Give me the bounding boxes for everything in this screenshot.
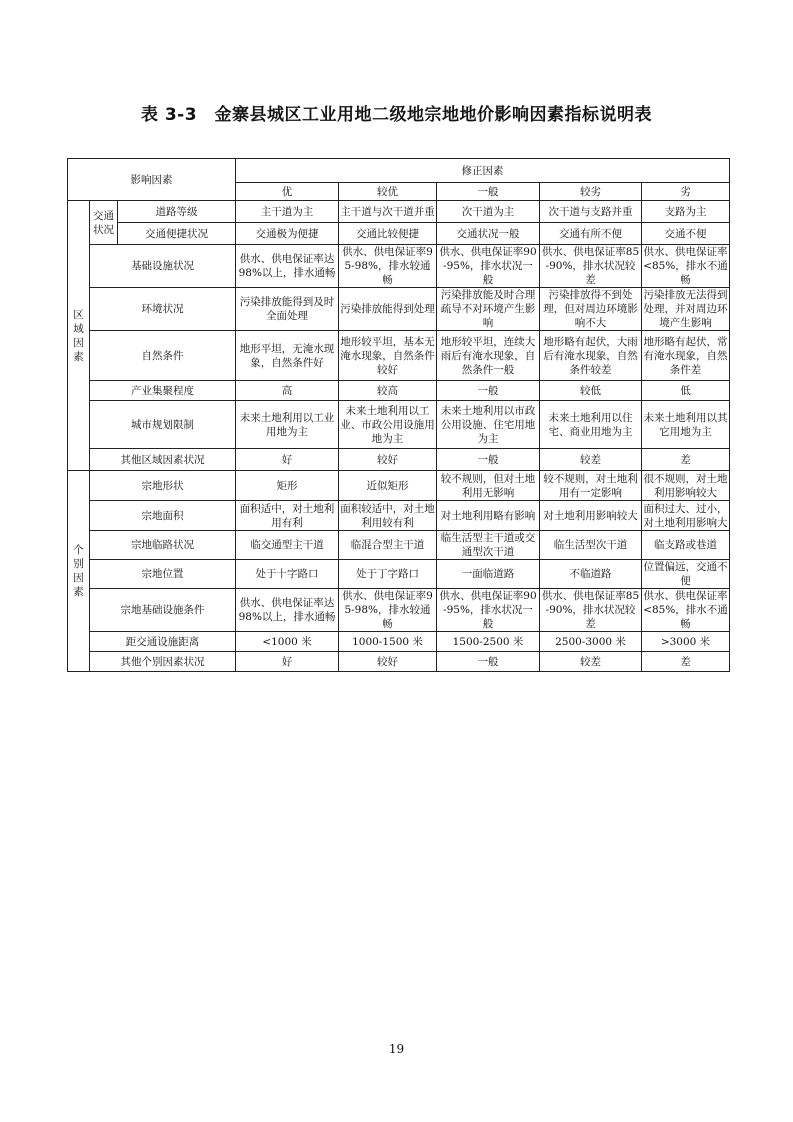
factor-name: 基础设施状况 [90, 245, 236, 288]
factor-value: 面积适中，对土地利用有利 [236, 501, 339, 531]
factor-value: 处于丁字路口 [339, 560, 437, 589]
factor-value: 交通有所不便 [540, 223, 642, 245]
factor-value: 一般 [437, 381, 540, 401]
table-row [68, 288, 730, 331]
header-grade: 劣 [642, 183, 730, 201]
factor-value: 污染排放能及时合理疏导不对环境产生影响 [437, 288, 540, 331]
factor-name: 距交通设施距离 [90, 632, 236, 652]
factor-value: 较低 [540, 381, 642, 401]
factor-value: >3000 米 [642, 632, 730, 652]
table-row [68, 531, 730, 560]
table-row [68, 245, 730, 288]
factor-value: 供水、供电保证率85-90%，排水状况较差 [540, 245, 642, 288]
factor-table [67, 158, 730, 672]
factor-value: 地形平坦，无淹水现象，自然条件好 [236, 331, 339, 381]
factor-value: 临支路或巷道 [642, 531, 730, 560]
factor-value: 供水、供电保证率<85%，排水不通畅 [643, 246, 728, 286]
factor-value: 供水、供电保证率85-90%，排水状况较差 [540, 589, 642, 632]
group-traffic: 交通状况 [90, 201, 118, 245]
page-number: 19 [388, 1042, 405, 1056]
factor-value: 供水、供电保证率95-98%，排水较通畅 [339, 245, 437, 288]
table-row [68, 471, 730, 501]
factor-value: 较差 [540, 449, 642, 471]
factor-name: 其他区域因素状况 [90, 449, 236, 471]
factor-value: 临交通型主干道 [236, 531, 339, 560]
factor-value: 污染排放能得到处理 [339, 288, 437, 331]
factor-value: 供水、供电保证率达98%以上，排水通畅 [236, 245, 339, 288]
factor-value: 较不规则，但对土地利用无影响 [437, 471, 540, 501]
factor-value: 对土地利用影响较大 [540, 501, 642, 531]
factor-value: 未来土地利用以工业、市政公用设施用地为主 [339, 401, 437, 449]
factor-value: 1500-2500 米 [437, 632, 540, 652]
factor-value: 对土地利用略有影响 [437, 501, 540, 531]
factor-value: 近似矩形 [339, 471, 437, 501]
factor-value: 供水、供电保证率达98%以上，排水通畅 [236, 589, 339, 632]
factor-value: 污染排放无法得到处理，并对周边环境产生影响 [643, 289, 728, 329]
factor-value: 未来土地利用以工业用地为主 [236, 401, 339, 449]
table-row [68, 381, 730, 401]
factor-value: 不临道路 [540, 560, 642, 589]
factor-value: 高 [236, 381, 339, 401]
factor-value: 一面临道路 [437, 560, 540, 589]
header-correction: 修正因素 [236, 159, 730, 183]
factor-value: 一般 [437, 652, 540, 672]
factor-name: 宗地面积 [90, 501, 236, 531]
factor-name: 自然条件 [90, 331, 236, 381]
factor-name: 产业集聚程度 [90, 381, 236, 401]
table-row [68, 589, 730, 632]
factor-value: 未来土地利用以住宅、商业用地为主 [540, 401, 642, 449]
header-grade: 一般 [437, 183, 540, 201]
factor-value: 交通不便 [642, 223, 730, 245]
factor-value: 污染排放能得到及时全面处理 [236, 288, 339, 331]
header-grade: 较劣 [540, 183, 642, 201]
factor-name: 城市规划限制 [90, 401, 236, 449]
factor-value: 差 [642, 449, 730, 471]
factor-value: 供水、供电保证率95-98%，排水较通畅 [339, 589, 437, 632]
factor-name: 宗地形状 [90, 471, 236, 501]
group-individual: 个别因素 [68, 471, 90, 672]
factor-value: 矩形 [236, 471, 339, 501]
factor-value: 很不规则，对土地利用影响较大 [643, 472, 728, 499]
factor-value: 较好 [339, 652, 437, 672]
table-row [68, 560, 730, 589]
header-factor: 影响因素 [68, 159, 236, 201]
factor-value: 差 [642, 652, 730, 672]
factor-name: 环境状况 [90, 288, 236, 331]
factor-value: 交通比较便捷 [339, 223, 437, 245]
header-grade: 较优 [339, 183, 437, 201]
factor-value: 1000-1500 米 [339, 632, 437, 652]
table-row [68, 501, 730, 531]
factor-value: 较高 [339, 381, 437, 401]
table-row [68, 632, 730, 652]
table-row [68, 401, 730, 449]
factor-value: 地形较平坦，连续大雨后有淹水现象，自然条件一般 [437, 331, 540, 381]
factor-name: 其他个别因素状况 [90, 652, 236, 672]
factor-value: 地形略有起伏，大雨后有淹水现象，自然条件较差 [540, 331, 642, 381]
factor-value: 临混合型主干道 [339, 531, 437, 560]
factor-value: <1000 米 [236, 632, 339, 652]
factor-name: 道路等级 [118, 201, 236, 223]
factor-name: 宗地基础设施条件 [90, 589, 236, 632]
factor-value: 面积较适中，对土地利用较有利 [340, 502, 435, 529]
factor-value: 好 [236, 652, 339, 672]
page-title: 表 3-3 金寨县城区工业用地二级地宗地地价影响因素指标说明表 [140, 105, 653, 125]
table-row [68, 449, 730, 471]
factor-value: 临生活型主干道或交通型次干道 [437, 531, 540, 560]
header-grade: 优 [236, 183, 339, 201]
factor-value: 较好 [339, 449, 437, 471]
factor-name: 宗地位置 [90, 560, 236, 589]
factor-value: 次干道为主 [437, 201, 540, 223]
factor-value: 供水、供电保证率<85%，排水不通畅 [643, 590, 728, 630]
factor-value: 较差 [540, 652, 642, 672]
table-row [68, 223, 730, 245]
factor-value: 未来土地利用以市政公用设施、住宅用地为主 [437, 401, 540, 449]
factor-name: 交通便捷状况 [118, 223, 236, 245]
factor-value: 主干道为主 [236, 201, 339, 223]
table-row [68, 331, 730, 381]
factor-value: 交通状况一般 [437, 223, 540, 245]
factor-value: 较不规则，对土地利用有一定影响 [540, 471, 642, 501]
factor-value: 支路为主 [642, 201, 730, 223]
factor-value: 污染排放得不到处理，但对周边环境影响不大 [540, 288, 642, 331]
factor-value: 地形较平坦，基本无淹水现象，自然条件较好 [339, 331, 437, 381]
table-row [68, 652, 730, 672]
factor-value: 好 [236, 449, 339, 471]
factor-value: 供水、供电保证率90-95%，排水状况一般 [437, 245, 540, 288]
factor-value: 一般 [437, 449, 540, 471]
factor-value: 交通极为便捷 [236, 223, 339, 245]
factor-name: 宗地临路状况 [90, 531, 236, 560]
factor-value: 2500-3000 米 [540, 632, 642, 652]
factor-value: 位置偏远，交通不便 [643, 561, 728, 587]
factor-value: 面积过大、过小，对土地利用影响大 [643, 502, 728, 529]
factor-value: 未来土地利用以其它用地为主 [642, 401, 730, 449]
group-regional: 区域因素 [68, 201, 90, 471]
factor-value: 地形略有起伏，常有淹水现象，自然条件差 [642, 331, 730, 381]
factor-value: 次干道与支路并重 [540, 201, 642, 223]
factor-value: 临生活型次干道 [540, 531, 642, 560]
factor-value: 供水、供电保证率90-95%，排水状况一般 [437, 589, 540, 632]
table-row [68, 201, 730, 223]
factor-value: 主干道与次干道并重 [339, 201, 437, 223]
factor-value: 处于十字路口 [236, 560, 339, 589]
factor-value: 低 [642, 381, 730, 401]
